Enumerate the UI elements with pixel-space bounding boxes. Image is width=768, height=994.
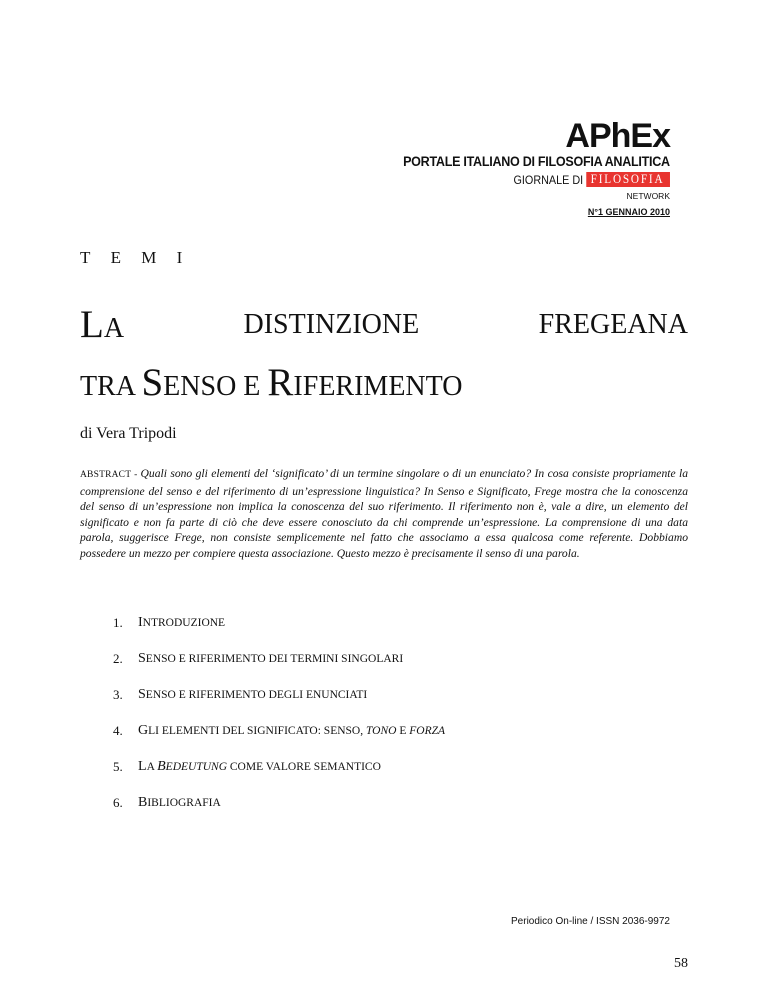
toc-number: 6. (113, 795, 123, 810)
toc-number: 2. (113, 651, 123, 666)
toc-item[interactable] (113, 615, 445, 651)
toc-item[interactable] (113, 651, 445, 687)
issn-note: Periodico On-line / ISSN 2036-9972 (511, 916, 670, 927)
journal-network-line (412, 172, 670, 189)
toc-label: LA BEDEUTUNG COME VALORE SEMANTICO (138, 759, 381, 774)
toc-number: 5. (113, 759, 123, 774)
toc-item[interactable] (113, 687, 445, 723)
toc-label: BIBLIOGRAFIA (138, 795, 221, 810)
toc-label: SENSO E RIFERIMENTO DEI TERMINI SINGOLARI (138, 651, 404, 666)
toc-number: 3. (113, 687, 123, 702)
journal-masthead (383, 118, 670, 218)
title-word: LA (80, 303, 125, 346)
abstract (80, 466, 688, 562)
title-line-1 (80, 298, 688, 356)
network-label: NETWORK (626, 191, 670, 201)
section-letter: I (176, 248, 183, 267)
toc-label: GLI ELEMENTI DEL SIGNIFICATO: SENSO, TONO E FORZA (138, 723, 446, 738)
toc-label: SENSO E RIFERIMENTO DEGLI ENUNCIATI (138, 687, 368, 702)
title-word: DISTINZIONE (243, 309, 420, 340)
issue-label: N°1 GENNAIO 2010 (587, 207, 670, 217)
toc-number: 4. (113, 723, 123, 738)
filosofia-badge: FILOSOFIA (586, 172, 670, 187)
section-label (80, 248, 198, 268)
section-letter: T (80, 248, 91, 267)
abstract-text: Quali sono gli elementi del ‘significato’ di un termine singolare o di un enunciato? In cosa consiste propriamente la comprensione del senso e del riferimento di un’espressione linguistica? In Senso e Significato, Frege mostra che la conoscenza del senso di un’espressione non implica la conoscenza del suo riferimento. Il riferimento non è, vale a dire, un elemento del significato e non fa parte di ciò che deve essere conosciuto da chi comprende un’espressione. La comprensione di una data parola, suggerisce Frege, non consiste semplicemente nel fatto che associamo a essa qualcosa come referente. Dobbiamo possedere un mezzo per compiere questa associazione. Questo mezzo è precisamente il senso di una parola. (80, 467, 689, 560)
journal-subtitle: PORTALE ITALIANO DI FILOSOFIA ANALITICA (403, 154, 670, 169)
journal-logo: APhEx (565, 117, 670, 155)
article-title (80, 298, 688, 414)
section-letter: E (110, 248, 122, 267)
page-number: 58 (674, 956, 688, 971)
abstract-label: ABSTRACT - (80, 470, 141, 480)
title-line-2: TRA SENSO E RIFERIMENTO (80, 361, 463, 404)
toc-number: 1. (113, 615, 123, 630)
giornale-di-label: GIORNALE DI (513, 173, 584, 187)
toc-item[interactable] (113, 795, 445, 831)
toc-label: INTRODUZIONE (138, 615, 226, 630)
table-of-contents (113, 615, 445, 831)
toc-item[interactable] (113, 723, 445, 759)
author-byline: di Vera Tripodi (80, 425, 177, 442)
title-word: FREGEANA (538, 309, 688, 340)
section-letter: M (141, 248, 157, 267)
toc-item[interactable] (113, 759, 445, 795)
